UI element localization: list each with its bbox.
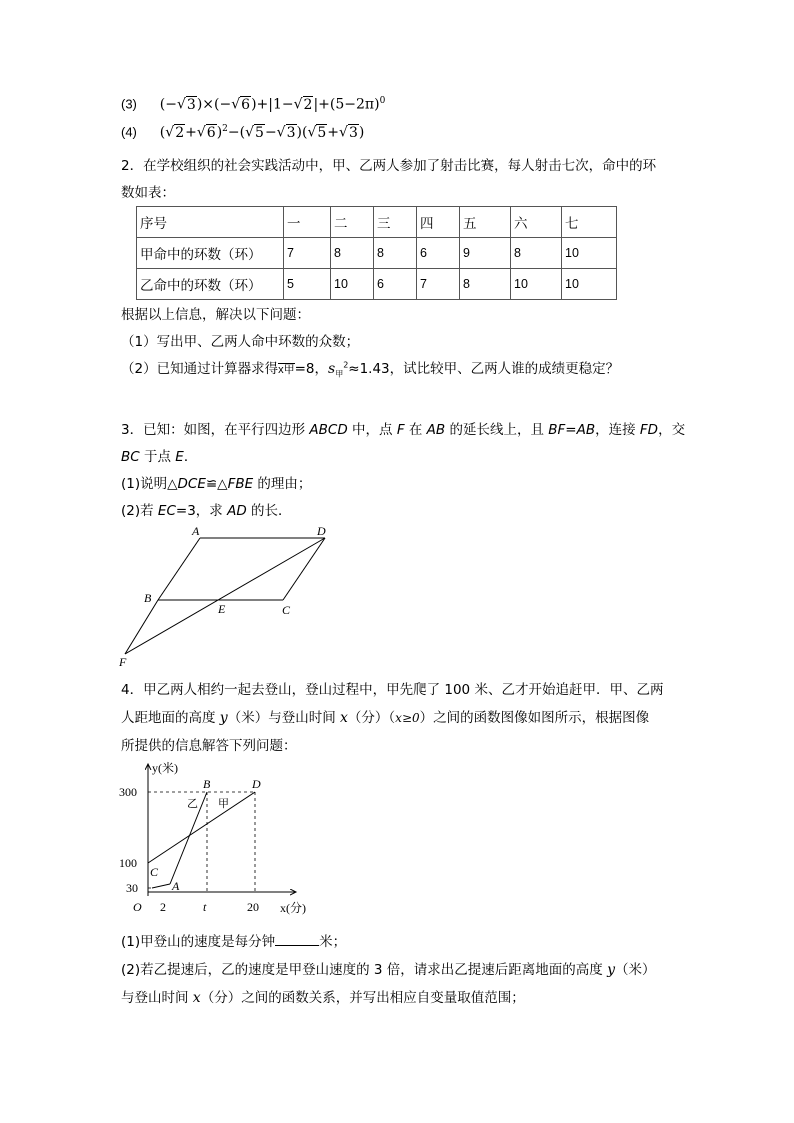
y-tick-30: 30 [126,881,138,895]
table-cell: 三 [374,207,417,238]
q2-sub2: （2）已知通过计算器求得x甲=8，$s_甲^2\approx 1.43$，试比较甲、乙两人谁的成绩更稳定？ [121,360,620,379]
q4-sub1: (1)甲登山的速度是每分钟 米； [121,930,346,950]
q1-item4: (4) $(√2+√6)^2-(√5-√3)(√5+√3)$ [121,124,365,141]
table-cell: 9 [460,238,511,269]
point-a-label: A [172,879,180,893]
table-cell: 二 [331,207,374,238]
q1-item3: (3) $(-√3)\times(-√6)+|1-√2|+(5-2\pi)^0$ [121,96,386,113]
table-cell: 10 [562,238,617,269]
q4-line1: 4．甲乙两人相约一起去登山，登山过程中，甲先爬了 100 米、乙才开始追赶甲．甲、乙两 [121,682,664,698]
label-f: F [119,655,127,669]
score-table [136,206,617,300]
point-c-label: C [150,865,159,879]
table-header-row [137,207,617,238]
q3-sub1: (1)说明△DCE≌△FBE 的理由； [121,476,312,492]
q3-line2: BC 于点 E． [121,449,198,465]
answer-blank[interactable] [275,931,319,946]
table-cell: 10 [511,269,562,300]
x-tick-20: 20 [247,900,259,914]
q4-line2: 人距地面的高度 y（米）与登山时间 x（分）（x≥0）之间的函数图像如图所示，根据图像 [121,710,650,726]
q2-line1: 2．在学校组织的社会实践活动中，甲、乙两人参加了射击比赛，每人射击七次，命中的环 [121,158,657,174]
table-cell: 7 [417,269,460,300]
segment-ab [158,538,200,600]
label-e: E [218,602,226,616]
table-cell: 8 [460,269,511,300]
table-cell: 8 [331,238,374,269]
y-axis-label: y(米) [152,761,178,775]
label-jia: 甲 [218,797,229,810]
q3-line1: 3．已知：如图，在平行四边形 ABCD 中，点 F 在 AB 的延长线上，且 BF=AB，连接 FD，交 [121,422,686,438]
table-cell: 五 [460,207,511,238]
q2-sub1: （1）写出甲、乙两人命中环数的众数； [121,334,360,350]
table-cell: 10 [331,269,374,300]
table-cell: 四 [417,207,460,238]
table-row [137,269,617,300]
table-row [137,238,617,269]
segment-fd [125,538,325,654]
table-cell: 七 [562,207,617,238]
x-axis-label: x(分) [280,901,306,915]
q4-line3: 所提供的信息解答下列问题： [121,738,297,754]
line-jia [148,792,255,863]
table-cell: 5 [284,269,331,300]
table-cell: 8 [511,238,562,269]
q2-line2: 数如表： [121,185,175,201]
label-b: B [144,591,152,605]
label-a: A [192,524,200,538]
parallelogram-figure [110,520,350,670]
x-tick-t: t [203,900,207,914]
table-cell: 六 [511,207,562,238]
label-yi: 乙 [187,797,198,810]
y-tick-300: 300 [119,785,137,799]
table-cell: 一 [284,207,331,238]
q3-sub2: (2)若 EC=3，求 AD 的长． [121,503,292,519]
label-c: C [282,603,291,617]
point-b-label: B [203,777,211,791]
table-cell: 7 [284,238,331,269]
table-cell: 甲命中的环数（环） [137,238,284,269]
table-cell: 10 [562,269,617,300]
table-cell: 序号 [137,207,284,238]
point-d-label: D [252,777,261,791]
table-cell: 6 [374,269,417,300]
q2-prompt: 根据以上信息，解决以下问题： [121,307,310,323]
function-graph [110,756,330,918]
line-yi-start [152,884,170,888]
q4-sub3: 与登山时间 x（分）之间的函数关系，并写出相应自变量取值范围； [121,990,525,1006]
table-cell: 6 [417,238,460,269]
q4-sub2: (2)若乙提速后，乙的速度是甲登山速度的 3 倍，请求出乙提速后距离地面的高度 y（米） [121,962,656,978]
table-cell: 乙命中的环数（环） [137,269,284,300]
table-cell: 8 [374,238,417,269]
segment-dc [283,538,325,600]
x-tick-2: 2 [160,900,166,914]
origin-label: O [133,900,142,914]
label-d: D [317,524,326,538]
segment-bf [125,600,158,654]
y-tick-100: 100 [119,856,137,870]
